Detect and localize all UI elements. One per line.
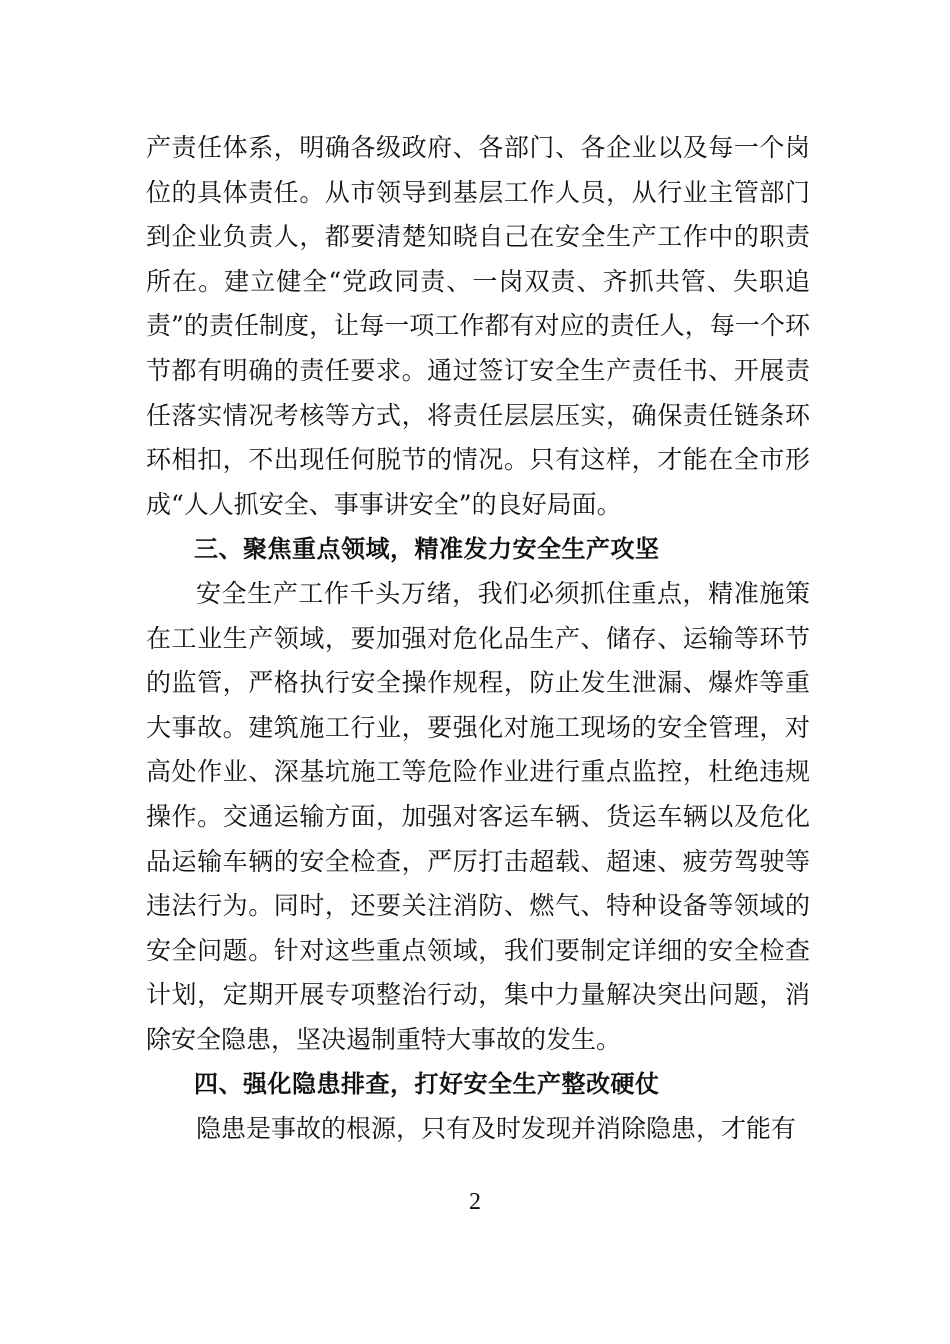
section-3-heading: 三、聚焦重点领域，精准发力安全生产攻坚 (194, 535, 660, 564)
section-3-paragraph: 安全生产工作千头万绪，我们必须抓住重点，精准施策在工业生产领域，要加强对危化品生产、储存、运输等环节的监管，严格执行安全操作规程，防止发生泄漏、爆炸等重大事故。建筑施工行业，要强化对施工现场的安全管理，对高处作业、深基坑施工等危险作业进行重点监控，杜绝违规操作。交通运输方面，加强对客运车辆、货运车辆以及危化品运输车辆的安全检查，严厉打击超载、超速、疲劳驾驶等违法行为。同时，还要关注消防、燃气、特种设备等领域的安全问题。针对这些重点领域，我们要制定详细的安全检查计划，定期开展专项整治行动，集中力量解决突出问题，消除安全隐患，坚决遏制重特大事故的发生。 (146, 578, 810, 1054)
page-number: 2 (469, 1189, 481, 1215)
section-4-paragraph: 隐患是事故的根源，只有及时发现并消除隐患，才能有 (196, 1114, 797, 1144)
section-4-heading: 四、强化隐患排查，打好安全生产整改硬仗 (194, 1070, 660, 1099)
body-text (146, 126, 810, 1152)
paragraph-continued: 产责任体系，明确各级政府、各部门、各企业以及每一个岗位的具体责任。从市领导到基层工作人员，从行业主管部门到企业负责人，都要清楚知晓自己在安全生产工作中的职责所在。建立健全“党政同责、一岗双责、齐抓共管、失职追责”的责任制度，让每一项工作都有对应的责任人，每一个环节都有明确的责任要求。通过签订安全生产责任书、开展责任落实情况考核等方式，将责任层层压实，确保责任链条环环相扣，不出现任何脱节的情况。只有这样，才能在全市形成“人人抓安全、事事讲安全”的良好局面。 (146, 133, 810, 519)
